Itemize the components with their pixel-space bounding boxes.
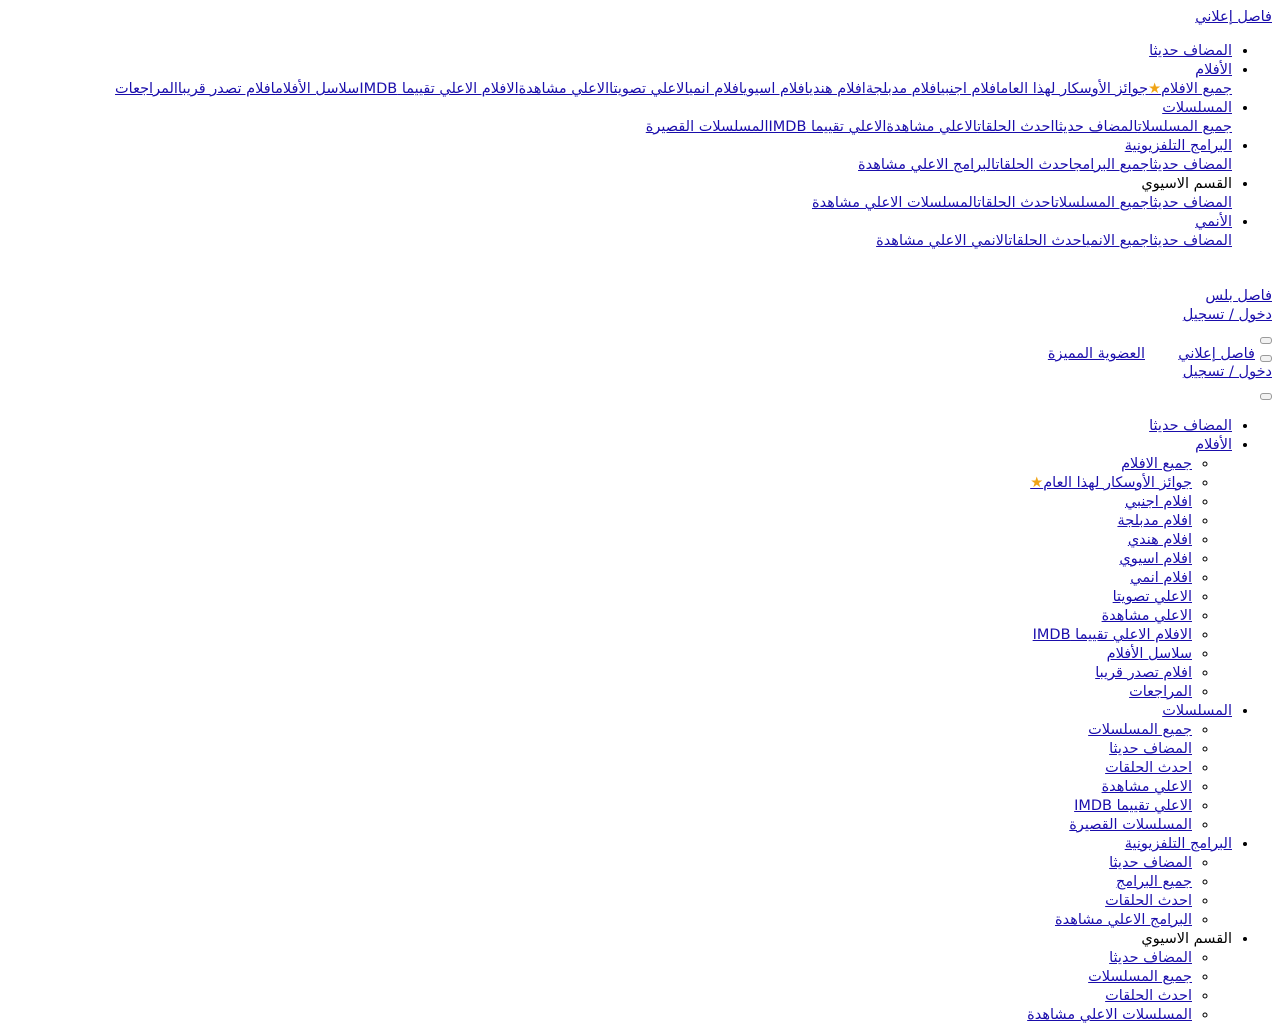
list-item	[1027, 759, 1192, 778]
submenu-link[interactable]: المضاف حديثا	[1109, 950, 1192, 966]
main-menu-top	[0, 42, 1272, 251]
submenu-link[interactable]: الاعلي تقييما IMDB	[768, 119, 887, 135]
menu-label-asian: القسم الاسيوي	[1141, 176, 1232, 192]
submenu-link[interactable]: الانمي الاعلي مشاهدة	[876, 233, 1009, 249]
submenu-link[interactable]: المسلسلات الاعلي مشاهدة	[811, 195, 978, 211]
side-link-movies[interactable]: الأفلام	[1195, 437, 1232, 453]
submenu-link[interactable]: الاعلي تصويتا	[609, 81, 689, 97]
series-submenu-inline	[0, 118, 1232, 137]
submenu-link[interactable]: الاعلي تقييما IMDB	[1074, 798, 1192, 814]
list-item	[1027, 911, 1192, 930]
submenu-link[interactable]: احدث الحلقات	[977, 195, 1055, 211]
site-logo-link[interactable]: فاصل إعلاني	[1195, 9, 1272, 25]
submenu-link[interactable]: الاعلي مشاهدة	[1101, 608, 1192, 624]
submenu-link[interactable]: المسلسلات القصيرة	[645, 119, 769, 135]
side-item-recent	[1027, 417, 1232, 436]
search-toggle-icon[interactable]	[1260, 355, 1272, 362]
side-tv-submenu	[1027, 854, 1232, 930]
list-item	[1027, 987, 1192, 1006]
submenu-link[interactable]: البرامج الاعلي مشاهدة	[1054, 912, 1192, 928]
submenu-link[interactable]: جميع الافلام	[1161, 81, 1232, 97]
menu-item-series	[0, 99, 1232, 137]
submenu-link[interactable]: جميع البرامج	[1073, 157, 1150, 173]
submenu-link[interactable]: الافلام الاعلي تقييما IMDB	[359, 81, 519, 97]
list-item	[1027, 474, 1192, 493]
submenu-link[interactable]: الاعلي مشاهدة	[1101, 779, 1192, 795]
menu-link-anime[interactable]: الأنمي	[1195, 214, 1232, 230]
submenu-link[interactable]: المضاف حديثا	[1149, 233, 1232, 249]
submenu-link[interactable]: افلام انمي	[688, 81, 744, 97]
mobile-logo-link[interactable]: فاصل إعلاني	[1178, 346, 1255, 362]
menu-link-tv[interactable]: البرامج التلفزيونية	[1124, 138, 1232, 154]
star-icon: ★	[1030, 475, 1044, 491]
side-asian-submenu	[1027, 949, 1232, 1025]
list-item	[1027, 892, 1192, 911]
submenu-link[interactable]: احدث الحلقات	[1008, 233, 1086, 249]
login-link[interactable]: دخول / تسجيل	[1182, 307, 1272, 323]
list-item	[1027, 873, 1192, 892]
side-item-movies	[1027, 436, 1232, 702]
submenu-link[interactable]: المضاف حديثا	[1054, 119, 1138, 135]
submenu-link[interactable]: الاعلي مشاهدة	[886, 119, 978, 135]
menu-link-movies[interactable]: الأفلام	[1195, 62, 1232, 78]
anime-submenu-inline	[0, 232, 1232, 251]
list-item	[1027, 664, 1192, 683]
list-item	[1027, 607, 1192, 626]
submenu-link[interactable]: افلام مدبلجة	[1117, 513, 1192, 529]
menu-item-asian	[0, 175, 1232, 213]
list-item	[1027, 512, 1192, 531]
main-menu-side	[1027, 417, 1272, 1025]
submenu-link[interactable]: افلام اسيوي	[743, 81, 809, 97]
list-item	[1027, 645, 1192, 664]
side-link-tv[interactable]: البرامج التلفزيونية	[1124, 836, 1232, 852]
submenu-link[interactable]: افلام اجنبي	[940, 81, 1001, 97]
submenu-link[interactable]: احدث الحلقات	[1105, 893, 1192, 909]
submenu-link[interactable]: سلاسل الأفلام	[1106, 646, 1192, 662]
menu-item-tv	[0, 137, 1232, 175]
submenu-link[interactable]: افلام تصدر قريبا	[1095, 665, 1192, 681]
list-item	[1027, 816, 1192, 835]
plus-link[interactable]: فاصل بلس	[1205, 288, 1272, 304]
menu-link-series[interactable]: المسلسلات	[1162, 100, 1232, 116]
submenu-link[interactable]: احدث الحلقات	[1105, 988, 1192, 1004]
submenu-link[interactable]: المراجعات	[1129, 684, 1192, 700]
submenu-link[interactable]: افلام هندي	[1127, 532, 1192, 548]
submenu-link[interactable]: جميع المسلسلات	[1088, 969, 1192, 985]
submenu-link[interactable]: افلام انمي	[1130, 570, 1192, 586]
submenu-link[interactable]: جميع المسلسلات	[1137, 119, 1232, 135]
submenu-link[interactable]: افلام اجنبي	[1124, 494, 1192, 510]
submenu-link[interactable]: الاعلي مشاهدة	[518, 81, 610, 97]
asian-submenu-inline	[0, 194, 1232, 213]
submenu-link[interactable]: احدث الحلقات	[977, 119, 1055, 135]
menu-item-recent	[0, 42, 1232, 61]
list-item	[1027, 550, 1192, 569]
list-item	[1027, 797, 1192, 816]
user-toggle-icon[interactable]	[1260, 393, 1272, 400]
submenu-link[interactable]: المضاف حديثا	[1149, 157, 1232, 173]
oscars-link[interactable]: جوائز الأوسكار لهذا العام★	[1030, 475, 1192, 491]
submenu-link[interactable]: سلاسل الأفلام	[275, 81, 360, 97]
movies-submenu-inline	[0, 80, 1232, 99]
list-item	[1027, 626, 1192, 645]
submenu-link[interactable]: المضاف حديثا	[1149, 195, 1232, 211]
menu-link-recent[interactable]: المضاف حديثا	[1149, 43, 1232, 59]
submenu-link[interactable]: المضاف حديثا	[1109, 855, 1192, 871]
side-item-asian	[1027, 930, 1232, 1025]
submenu-link[interactable]: جميع الافلام	[1121, 456, 1192, 472]
side-series-submenu	[1027, 721, 1232, 835]
side-link-series[interactable]: المسلسلات	[1162, 703, 1232, 719]
submenu-link[interactable]: افلام مدبلجة	[865, 81, 941, 97]
mobile-login-link[interactable]: دخول / تسجيل	[1182, 364, 1272, 380]
star-icon: ★	[1148, 81, 1162, 97]
submenu-link[interactable]: افلام تصدر قريبا	[177, 81, 276, 97]
menu-item-movies	[0, 61, 1232, 99]
side-item-series	[1027, 702, 1232, 835]
list-item	[1027, 569, 1192, 588]
list-item	[1027, 740, 1192, 759]
oscars-link[interactable]: ★جوائز الأوسكار لهذا العام	[1000, 81, 1162, 97]
menu-toggle-icon[interactable]	[1260, 337, 1272, 344]
submenu-link[interactable]: جميع الانمي	[1085, 233, 1150, 249]
submenu-link[interactable]: المسلسلات القصيرة	[1069, 817, 1192, 833]
list-item	[1027, 778, 1192, 797]
side-link-recent[interactable]: المضاف حديثا	[1149, 418, 1232, 434]
submenu-link[interactable]: المضاف حديثا	[1109, 741, 1192, 757]
submenu-link[interactable]: جميع المسلسلات	[1054, 195, 1150, 211]
submenu-link[interactable]: البرامج الاعلي مشاهدة	[858, 157, 996, 173]
submenu-link[interactable]: المراجعات	[115, 81, 178, 97]
list-item	[1027, 588, 1192, 607]
submenu-link[interactable]: احدث الحلقات	[1105, 760, 1192, 776]
list-item	[1027, 721, 1192, 740]
list-item	[1027, 531, 1192, 550]
menu-item-anime	[0, 213, 1232, 251]
submenu-link[interactable]: جميع المسلسلات	[1088, 722, 1192, 738]
list-item	[1027, 455, 1192, 474]
list-item	[1027, 683, 1192, 702]
submenu-link[interactable]: المسلسلات الاعلي مشاهدة	[1027, 1007, 1192, 1023]
submenu-link[interactable]: الافلام الاعلي تقييما IMDB	[1032, 627, 1192, 643]
list-item	[1027, 854, 1192, 873]
side-label-asian: القسم الاسيوي	[1141, 931, 1232, 947]
submenu-link[interactable]: افلام اسيوي	[1119, 551, 1192, 567]
list-item	[1027, 1006, 1192, 1025]
tv-submenu-inline	[0, 156, 1232, 175]
submenu-link[interactable]: الاعلي تصويتا	[1112, 589, 1192, 605]
submenu-link[interactable]: افلام هندي	[808, 81, 866, 97]
side-item-tv	[1027, 835, 1232, 930]
submenu-link[interactable]: احدث الحلقات	[995, 157, 1074, 173]
list-item	[1027, 949, 1192, 968]
premium-link[interactable]: العضوية المميزة	[1047, 346, 1145, 362]
submenu-link[interactable]: جميع البرامج	[1115, 874, 1192, 890]
list-item	[1027, 493, 1192, 512]
list-item	[1027, 968, 1192, 987]
side-movies-submenu	[1027, 455, 1232, 702]
